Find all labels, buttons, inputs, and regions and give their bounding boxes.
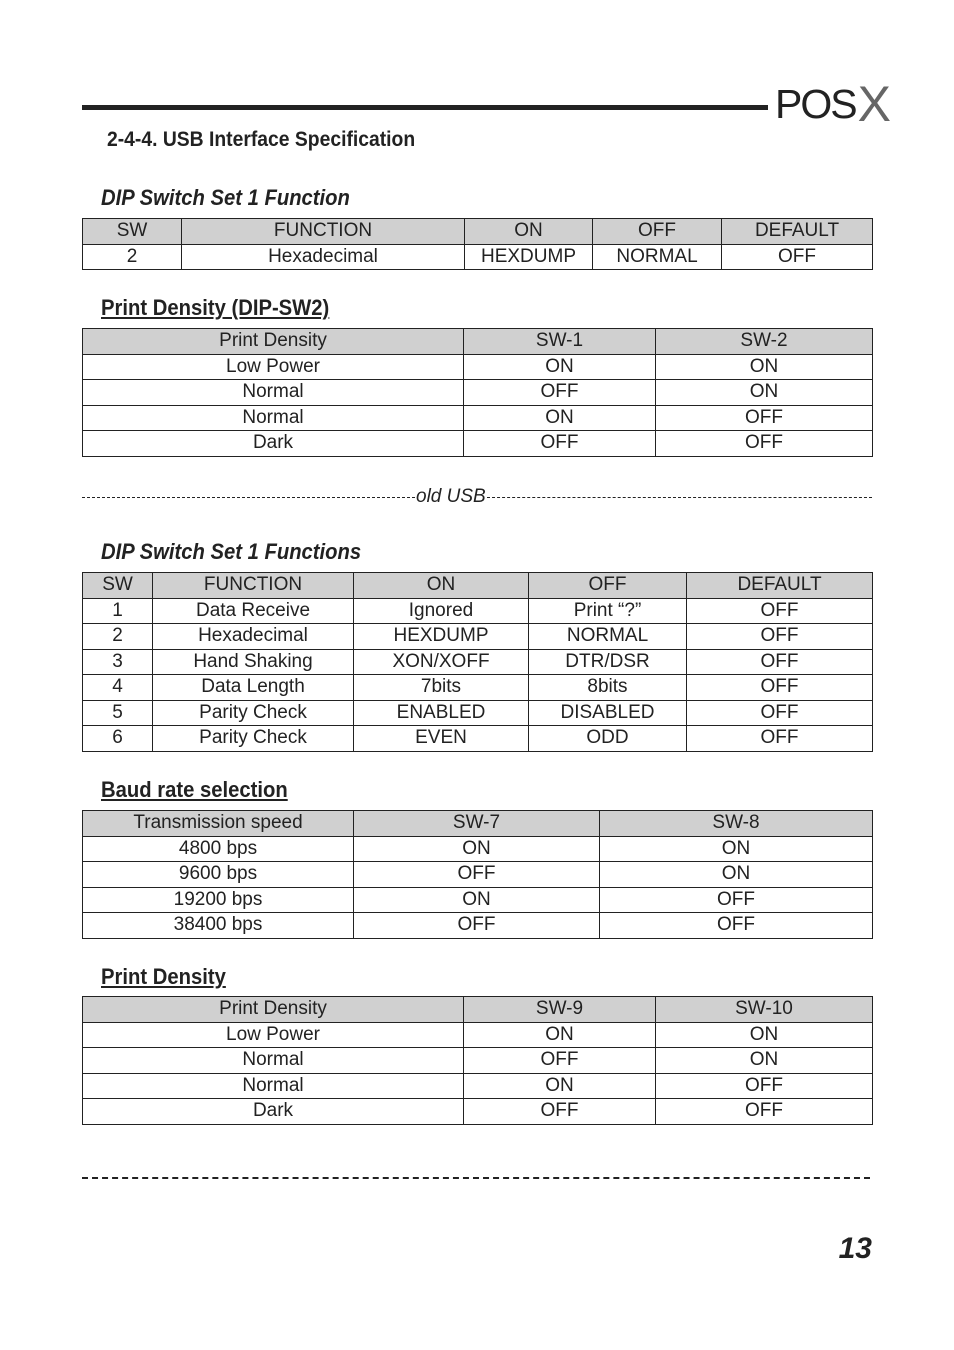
cell: 7bits	[354, 675, 529, 701]
table-row	[83, 1073, 873, 1099]
cell: OFF	[687, 726, 873, 752]
cell: 38400 bps	[83, 913, 354, 939]
page-number: 13	[838, 1232, 872, 1265]
cell: ON	[600, 862, 873, 888]
table-row	[83, 913, 873, 939]
cell: OFF	[656, 1099, 873, 1125]
cell: 3	[83, 649, 153, 675]
table-row	[83, 1022, 873, 1048]
header-cell: SW-7	[354, 811, 600, 837]
cell: Hexadecimal	[182, 244, 465, 270]
cell: OFF	[656, 431, 873, 457]
cell: 5	[83, 700, 153, 726]
separator-label: old USB	[416, 486, 486, 507]
baud-table	[82, 810, 873, 939]
cell: 2	[83, 244, 182, 270]
header-cell: SW-10	[656, 997, 873, 1023]
cell: NORMAL	[529, 624, 687, 650]
cell: OFF	[464, 1099, 656, 1125]
table-row	[83, 380, 873, 406]
cell: HEXDUMP	[354, 624, 529, 650]
cell: ON	[464, 1022, 656, 1048]
cell: XON/XOFF	[354, 649, 529, 675]
header-cell: SW	[83, 573, 153, 599]
cell: Normal	[83, 1073, 464, 1099]
cell: 6	[83, 726, 153, 752]
table-row	[83, 354, 873, 380]
cell: ODD	[529, 726, 687, 752]
header-cell: SW	[83, 219, 182, 245]
dip2-title: DIP Switch Set 1 Functions	[101, 539, 362, 564]
cell: 4	[83, 675, 153, 701]
table-header-row	[83, 997, 873, 1023]
dip1-table	[82, 218, 873, 270]
cell: OFF	[687, 598, 873, 624]
dash-rule	[487, 497, 872, 498]
header-cell: ON	[354, 573, 529, 599]
table-header-row	[83, 329, 873, 355]
cell: Normal	[83, 380, 464, 406]
table-header-row	[83, 573, 873, 599]
header-cell: DEFAULT	[722, 219, 873, 245]
cell: ON	[464, 1073, 656, 1099]
table-row	[83, 862, 873, 888]
cell: Normal	[83, 405, 464, 431]
cell: ON	[354, 836, 600, 862]
table-row	[83, 431, 873, 457]
cell: ON	[656, 1022, 873, 1048]
header-cell: FUNCTION	[182, 219, 465, 245]
table-row	[83, 700, 873, 726]
cell: 19200 bps	[83, 887, 354, 913]
header-cell: ON	[465, 219, 593, 245]
header-cell: Print Density	[83, 329, 464, 355]
cell: 9600 bps	[83, 862, 354, 888]
cell: OFF	[722, 244, 873, 270]
baud-title: Baud rate selection	[101, 777, 288, 802]
table-row	[83, 1099, 873, 1125]
cell: Dark	[83, 431, 464, 457]
cell: ON	[464, 354, 656, 380]
cell: ON	[600, 836, 873, 862]
cell: Dark	[83, 1099, 464, 1125]
dash-rule	[82, 497, 415, 498]
density2-table	[82, 996, 873, 1125]
cell: EVEN	[354, 726, 529, 752]
density2-title: Print Density	[101, 964, 226, 989]
header-cell: SW-2	[656, 329, 873, 355]
cell: Normal	[83, 1048, 464, 1074]
table-row	[83, 405, 873, 431]
cell: ON	[354, 887, 600, 913]
cell: OFF	[687, 675, 873, 701]
cell: ON	[656, 1048, 873, 1074]
table-header-row	[83, 219, 873, 245]
cell: OFF	[687, 624, 873, 650]
table-row	[83, 649, 873, 675]
cell: Print “?”	[529, 598, 687, 624]
cell: Hand Shaking	[153, 649, 354, 675]
cell: OFF	[464, 431, 656, 457]
cell: ON	[656, 380, 873, 406]
header-cell: SW-9	[464, 997, 656, 1023]
cell: OFF	[354, 913, 600, 939]
header-rule	[82, 105, 768, 110]
header-cell: OFF	[593, 219, 722, 245]
density1-title: Print Density (DIP-SW2)	[101, 295, 330, 320]
cell: 8bits	[529, 675, 687, 701]
table-header-row	[83, 811, 873, 837]
table-row	[83, 675, 873, 701]
cell: DTR/DSR	[529, 649, 687, 675]
section-title: 2-4-4. USB Interface Specification	[107, 128, 416, 151]
cell: ON	[656, 354, 873, 380]
cell: Low Power	[83, 1022, 464, 1048]
cell: Data Receive	[153, 598, 354, 624]
header-cell: DEFAULT	[687, 573, 873, 599]
cell: OFF	[687, 700, 873, 726]
cell: 2	[83, 624, 153, 650]
table-row	[83, 887, 873, 913]
cell: OFF	[656, 1073, 873, 1099]
cell: OFF	[656, 405, 873, 431]
dip1-title: DIP Switch Set 1 Function	[101, 185, 350, 210]
table-row	[83, 836, 873, 862]
cell: Parity Check	[153, 700, 354, 726]
cell: NORMAL	[593, 244, 722, 270]
header-cell: FUNCTION	[153, 573, 354, 599]
header-cell: OFF	[529, 573, 687, 599]
table-row	[83, 598, 873, 624]
cell: HEXDUMP	[465, 244, 593, 270]
header-cell: SW-8	[600, 811, 873, 837]
cell: OFF	[687, 649, 873, 675]
cell: DISABLED	[529, 700, 687, 726]
bottom-dash-rule	[82, 1177, 870, 1179]
table-row	[83, 244, 873, 270]
cell: Low Power	[83, 354, 464, 380]
header-cell: SW-1	[464, 329, 656, 355]
cell: ENABLED	[354, 700, 529, 726]
posx-logo: POSX	[775, 76, 889, 132]
cell: OFF	[600, 913, 873, 939]
cell: 4800 bps	[83, 836, 354, 862]
cell: Ignored	[354, 598, 529, 624]
table-row	[83, 624, 873, 650]
cell: Data Length	[153, 675, 354, 701]
header-cell: Transmission speed	[83, 811, 354, 837]
cell: Parity Check	[153, 726, 354, 752]
header-cell: Print Density	[83, 997, 464, 1023]
table-row	[83, 726, 873, 752]
cell: Hexadecimal	[153, 624, 354, 650]
cell: OFF	[464, 1048, 656, 1074]
cell: 1	[83, 598, 153, 624]
dip2-table	[82, 572, 873, 752]
cell: OFF	[354, 862, 600, 888]
density1-table	[82, 328, 873, 457]
table-row	[83, 1048, 873, 1074]
cell: ON	[464, 405, 656, 431]
cell: OFF	[464, 380, 656, 406]
old-usb-separator	[82, 486, 872, 508]
cell: OFF	[600, 887, 873, 913]
